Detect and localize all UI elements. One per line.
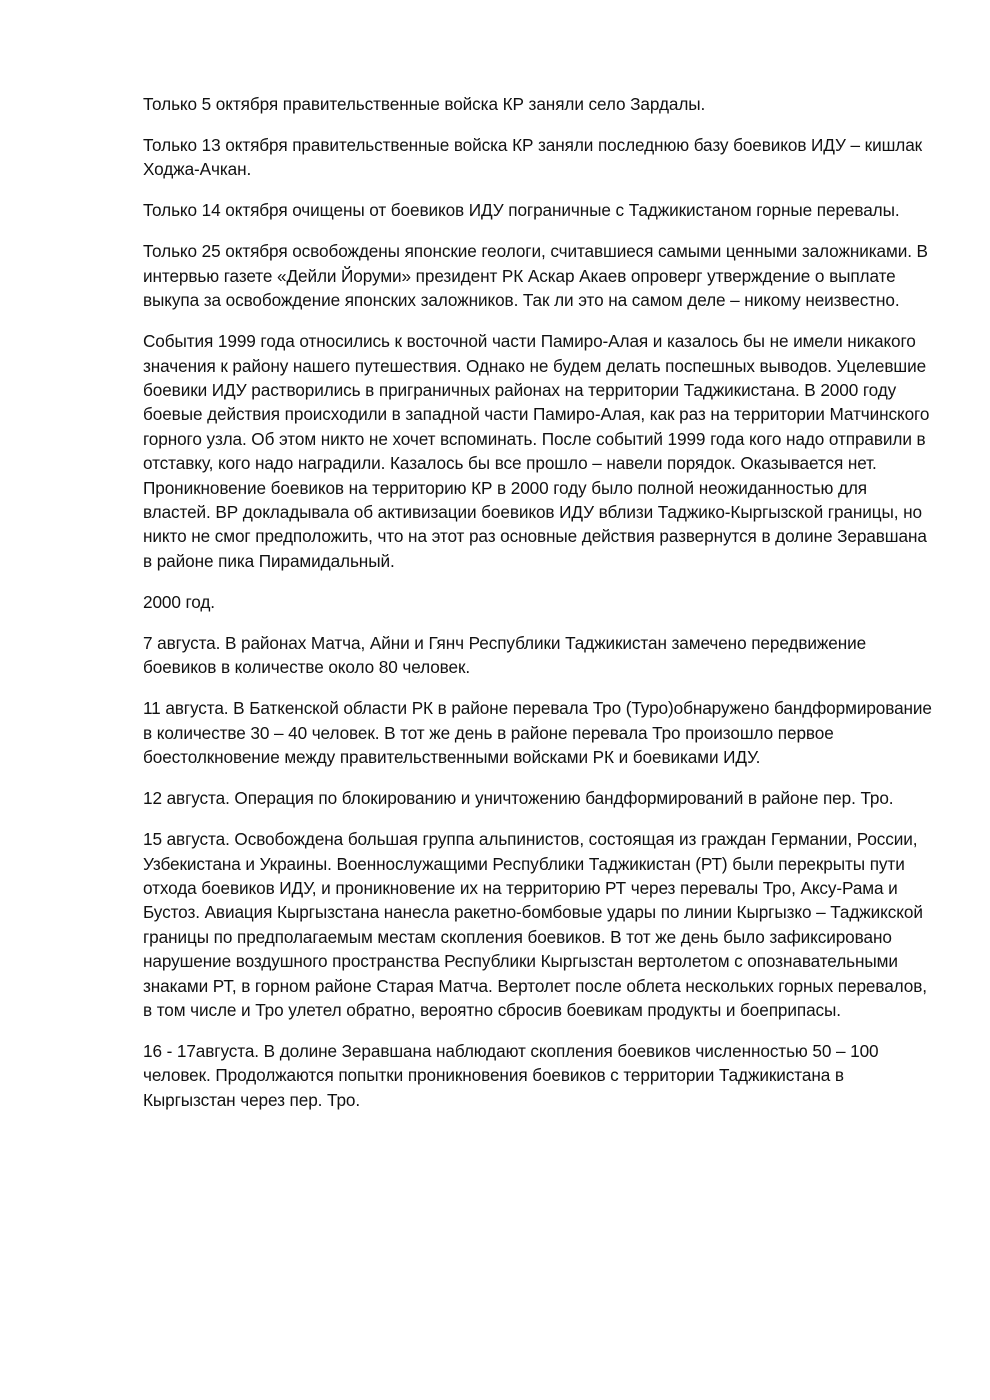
paragraph-events-1999: События 1999 года относились к восточной части Памиро-Алая и казалось бы не имели никакого значения к району нашего путешествия. Однако не будем делать поспешных выводов. Уцелевшие боевики ИДУ растворились в приграничных районах на территории Таджикистана. В 2000 году боевые действия происходили в западной части Памиро-Алая, как раз на территории Матчинского горного узла. Об этом никто не хочет вспоминать. После событий 1999 года кого надо отправили в отставку, кого надо наградили. Казалось бы все прошло – навели порядок. Оказывается нет. Проникновение боевиков на территорию КР в 2000 году было полной неожиданностью для властей. ВР докладывала об активизации боевиков ИДУ вблизи Таджико-Кыргызской границы, но никто не смог предположить, что на этот раз основные действия развернутся в долине Зеравшана в районе пика Пирамидальный. [143,331,930,571]
paragraph-oct-14: Только 14 октября очищены от боевиков ИДУ пограничные с Таджикистаном горные перевалы. [143,200,900,221]
paragraph-oct-13: Только 13 октября правительственные войска КР заняли последнюю базу боевиков ИДУ – кишлак Ходжа-Ачкан. [143,135,923,180]
document-body [143,92,933,1129]
paragraph-oct-25: Только 25 октября освобождены японские геологи, считавшиеся самыми ценными заложниками. В интервью газете «Дейли Йоруми» президент РК Аскар Акаев опроверг утверждение о выплате выкупа за освобождение японских заложников. Так ли это на самом деле – никому неизвестно. [143,241,928,311]
paragraph-aug-11: 11 августа. В Баткенской области РК в районе перевала Тро (Туро)обнаружено бандформирование в количестве 30 – 40 человек. В тот же день в районе перевала Тро произошло первое боестолкновение между правительственными войсками РК и боевиками ИДУ. [143,698,932,768]
paragraph-aug-12: 12 августа. Операция по блокированию и уничтожению бандформирований в районе пер. Тро. [143,788,894,809]
paragraph-aug-7: 7 августа. В районах Матча, Айни и Гянч Республики Таджикистан замечено передвижение боевиков в количестве около 80 человек. [143,632,867,678]
paragraph-year-2000: 2000 год. [143,591,215,612]
paragraph-aug-15: 15 августа. Освобождена большая группа альпинистов, состоящая из граждан Германии, России, Узбекистана и Украины. Военнослужащими Республики Таджикистан (РТ) были перекрыты пути отхода боевиков ИДУ, и проникновение их на территорию РТ через перевалы Тро, Аксу-Рама и Бустоз. Авиация Кыргызстана нанесла ракетно-бомбовые удары по линии Кыргызко – Таджикской границы по предполагаемым местам скопления боевиков. В тот же день было зафиксировано нарушение воздушного пространства Республики Кыргызстан вертолетом с опознавательными знаками РТ, в горном районе Старая Матча. Вертолет после облета нескольких горных перевалов, в том числе и Тро улетел обратно, вероятно сбросив боевикам продукты и боеприпасы. [143,829,927,1020]
paragraph-aug-16-17: 16 - 17августа. В долине Зеравшана наблюдают скопления боевиков численностью 50 – 100 человек. Продолжаются попытки проникновения боевиков с территории Таджикистана в Кыргызстан через пер. Тро. [143,1040,879,1110]
paragraph-oct-5: Только 5 октября правительственные войска КР заняли село Зардалы. [143,94,706,114]
